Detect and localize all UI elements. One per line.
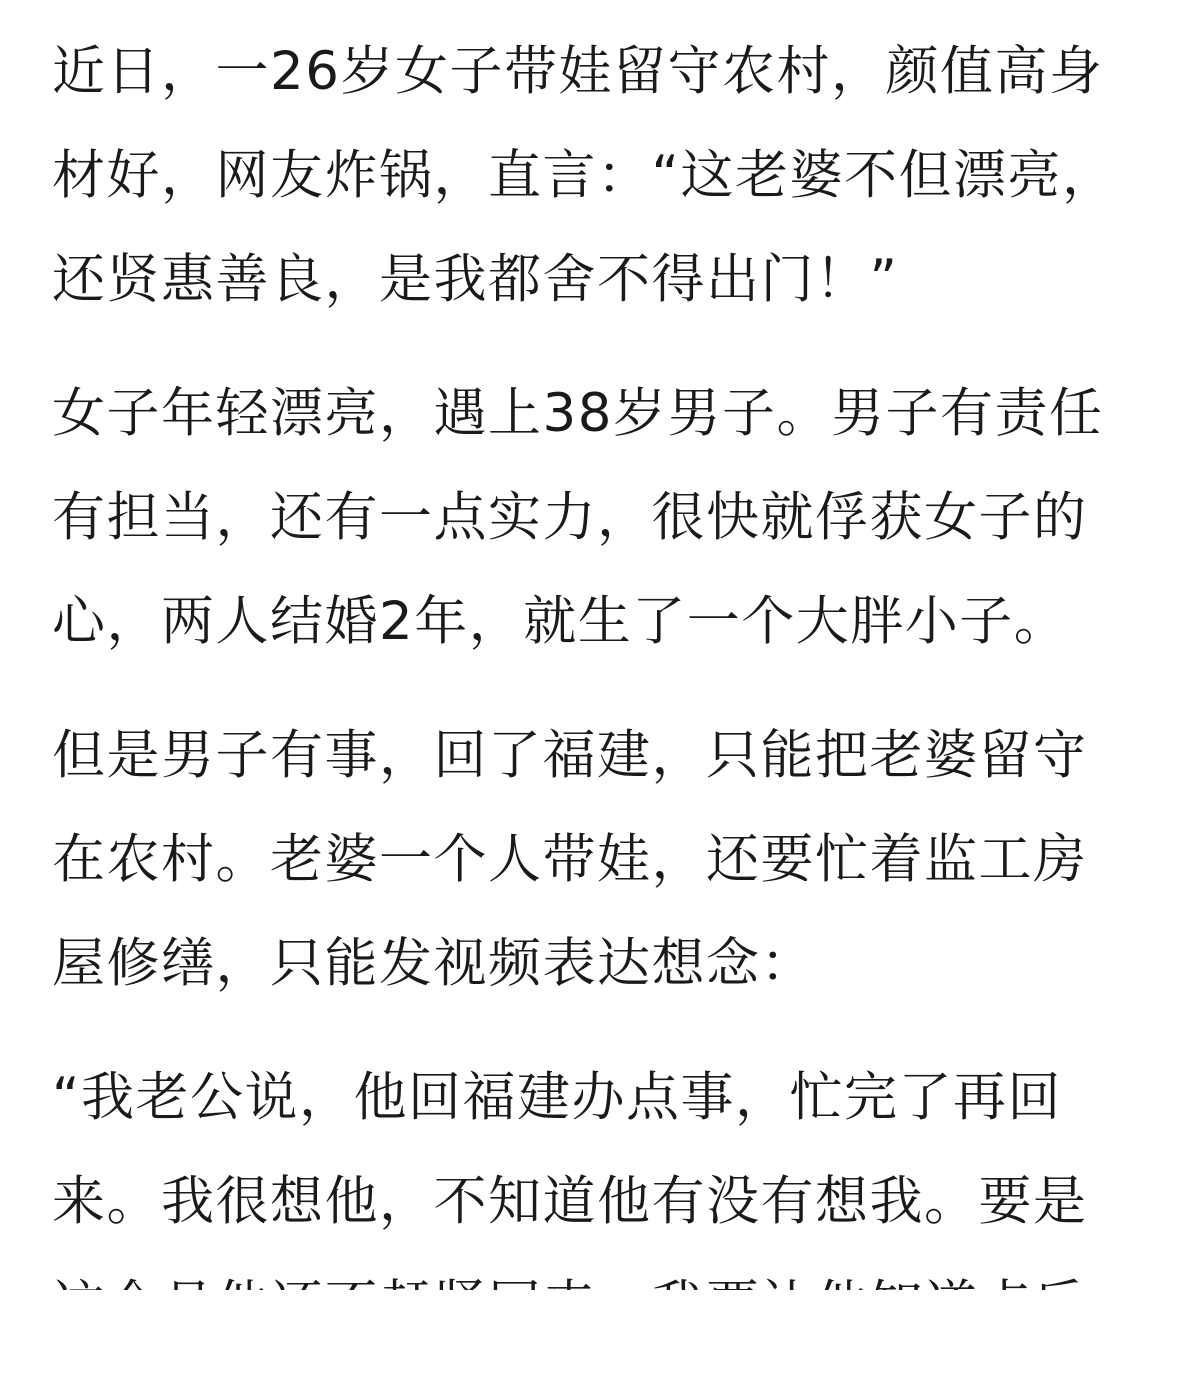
paragraph [52, 362, 1132, 674]
text-line: 还贤惠善良，是我都舍不得出门！” [52, 249, 899, 310]
text-line: 来。我很想他，不知道他有没有想我。要是 [52, 1171, 1088, 1232]
text-line: 心，两人结婚2年，就生了一个大胖小子。 [52, 591, 1069, 652]
text-line: 有担当，还有一点实力，很快就俘获女子的 [52, 487, 1088, 548]
text-line: 在农村。老婆一个人带娃，还要忙着监工房 [52, 829, 1088, 890]
text-line: “我老公说，他回福建办点事，忙完了再回 [52, 1067, 1062, 1128]
text-line: 但是男子有事，回了福建，只能把老婆留守 [52, 725, 1088, 786]
paragraph [52, 704, 1132, 1016]
text-line: 屋修缮，只能发视频表达想念： [52, 933, 815, 994]
article-body [52, 20, 1132, 1358]
text-line: 材好，网友炸锅，直言：“这老婆不但漂亮， [52, 145, 1117, 206]
bottom-blank-area [0, 1290, 1179, 1379]
text-line: 近日，一26岁女子带娃留守农村，颜值高身 [52, 41, 1104, 102]
text-line: 女子年轻漂亮，遇上38岁男子。男子有责任 [52, 383, 1104, 444]
paragraph [52, 20, 1132, 332]
